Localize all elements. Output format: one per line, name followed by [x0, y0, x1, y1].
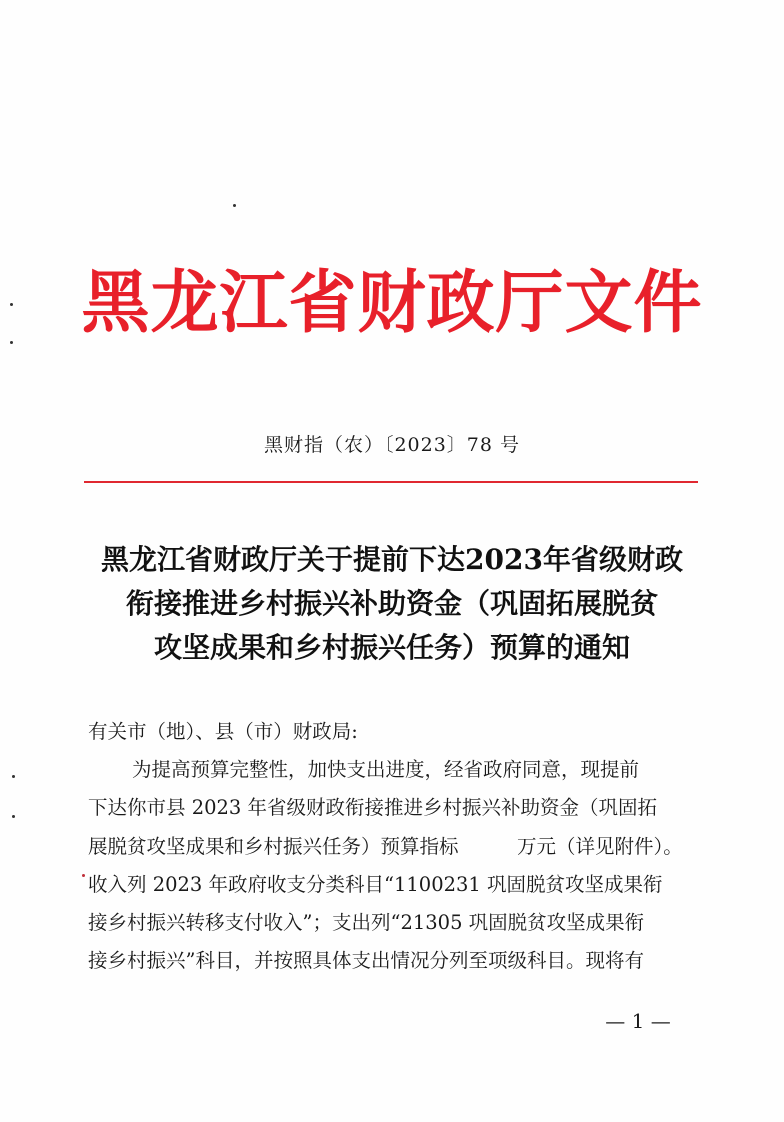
scan-speck: [12, 815, 15, 818]
scan-speck: [12, 775, 15, 778]
notice-body: [88, 713, 700, 980]
scan-speck: [82, 874, 85, 877]
title-line: 黑龙江省财政厅关于提前下达2023年省级财政: [101, 543, 683, 576]
title-line: 攻坚成果和乡村振兴任务）预算的通知: [153, 631, 630, 664]
paragraph-line: 展脱贫攻坚成果和乡村振兴任务）预算指标 万元（详见附件）。: [88, 834, 683, 858]
salutation: 有关市（地）、县（市）财政局:: [88, 720, 358, 743]
red-separator-line: [84, 481, 698, 483]
paragraph-line: 接乡村振兴”科目，并按照具体支出情况分列至项级科目。现将有: [88, 949, 644, 973]
notice-title: [70, 538, 714, 670]
paragraph-line: 接乡村振兴转移支付收入”；支出列“21305 巩固脱贫攻坚成果衔: [88, 911, 645, 935]
scan-speck: [233, 204, 236, 207]
issuer-heading: 黑龙江省财政厅文件: [81, 263, 703, 343]
document-number: 黑财指（农）〔2023〕78 号: [263, 434, 521, 456]
paragraph-line: 为提高预算完整性，加快支出进度，经省政府同意，现提前: [132, 758, 640, 782]
page-number: — 1 —: [605, 1009, 671, 1033]
paragraph-line: 收入列 2023 年政府收支分类科目“1100231 巩固脱贫攻坚成果衔: [88, 872, 663, 896]
title-line: 衔接推进乡村振兴补助资金（巩固拓展脱贫: [125, 587, 658, 620]
paragraph-line: 下达你市县 2023 年省级财政衔接推进乡村振兴补助资金（巩固拓: [88, 796, 658, 820]
